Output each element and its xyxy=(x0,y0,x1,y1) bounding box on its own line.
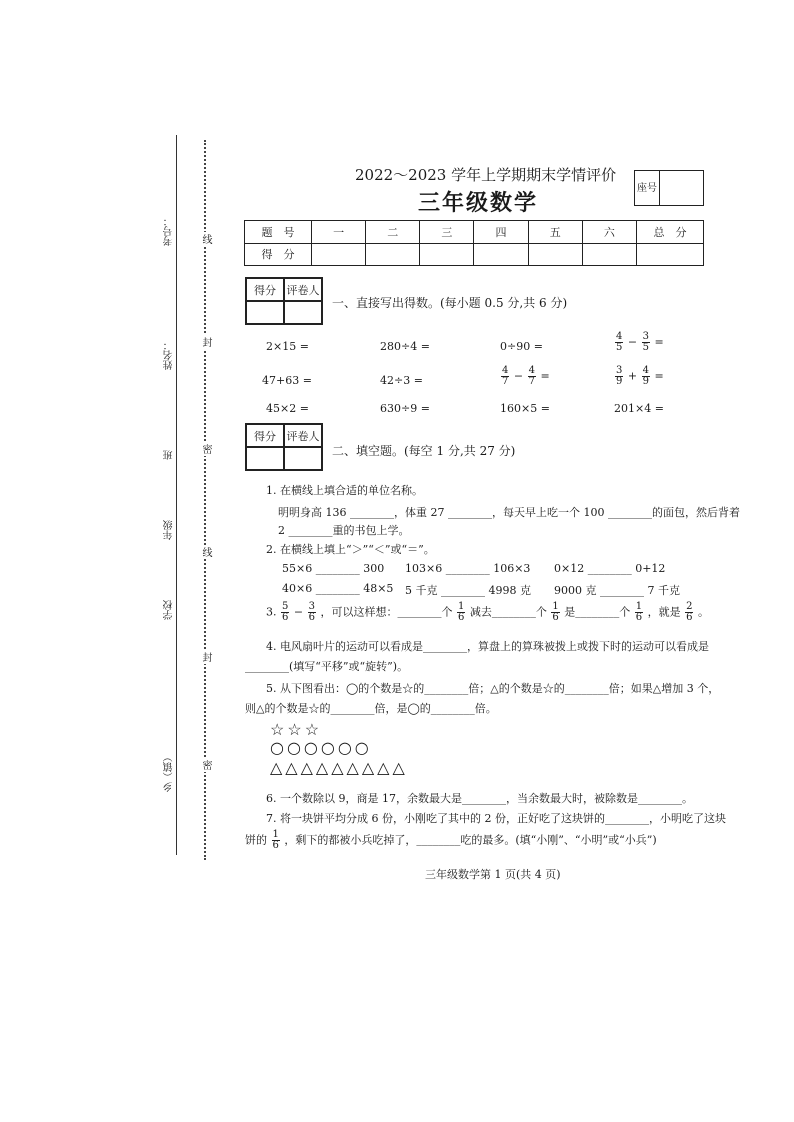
grader-score-field[interactable] xyxy=(246,447,284,470)
calc-item: 47+63 = xyxy=(262,374,312,387)
grader-score-field[interactable] xyxy=(246,301,284,324)
score-cell[interactable] xyxy=(312,243,366,266)
score-cell[interactable] xyxy=(474,243,528,266)
question-1-title: 1. 在横线上填合适的单位名称。 xyxy=(266,484,423,497)
cut-char: 封 xyxy=(200,337,211,347)
grader-box-1 xyxy=(245,277,323,325)
score-table xyxy=(244,220,704,266)
question-7-line-2: 饼的 $\frac{1}{6}$ ，剩下的都被小兵吃掉了，________吃的最多。(填“小刚”、“小明”或“小兵”) xyxy=(245,829,657,851)
calc-item: 201×4 = xyxy=(614,402,664,415)
seal-dashed-line xyxy=(204,140,206,860)
score-header: 六 xyxy=(582,221,636,244)
school-label: 学校 xyxy=(164,600,175,620)
score-cell[interactable] xyxy=(582,243,636,266)
score-cell[interactable] xyxy=(366,243,420,266)
question-5-line-1: 5. 从下图看出：◯的个数是☆的________倍；△的个数是☆的________倍；如果△增加 3 个， xyxy=(266,682,720,695)
calc-item: 280÷4 = xyxy=(380,340,430,353)
score-header: 五 xyxy=(528,221,582,244)
cut-char: 密 xyxy=(200,444,211,454)
calc-item: 630÷9 = xyxy=(380,402,430,415)
calc-fraction-item: $\frac{4}{7}$ − $\frac{4}{7}$ = xyxy=(502,365,550,387)
township-label: 乡（镇） xyxy=(164,752,175,792)
exam-title: 2022～2023 学年上学期期末学情评价 xyxy=(355,166,617,184)
score-row-label: 得 分 xyxy=(245,243,312,266)
circles-row: ○○○○○○ xyxy=(270,738,372,757)
section-2-heading: 二、填空题。(每空 1 分,共 27 分) xyxy=(332,444,516,458)
question-6: 6. 一个数除以 9，商是 17，余数最大是________，当余数最大时，被除数是________。 xyxy=(266,792,693,805)
question-4-line-2: ________(填写“平移”或“旋转”)。 xyxy=(245,660,409,673)
grader-box-2 xyxy=(245,423,323,471)
cut-char: 封 xyxy=(200,652,211,662)
question-5-line-2: 则△的个数是☆的________倍，是◯的________倍。 xyxy=(245,702,497,715)
name-label: 姓名： xyxy=(164,340,175,370)
triangles-row: △△△△△△△△△ xyxy=(270,758,408,777)
question-3: 3. $\frac{5}{6}$ − $\frac{3}{6}$ ，可以这样想：________个 $\frac{1}{6}$ 减去________个 $\frac{1}{6}$ 是________个 $\frac{1}{6}$ ，就是 $\frac{2}{6}$ 。 xyxy=(266,601,709,623)
score-header: 三 xyxy=(420,221,474,244)
section-1-heading: 一、直接写出得数。(每小题 0.5 分,共 6 分) xyxy=(332,296,568,310)
cut-char: 线 xyxy=(200,234,211,244)
score-cell[interactable] xyxy=(637,243,704,266)
calc-item: 2×15 = xyxy=(266,340,309,353)
question-4-line-1: 4. 电风扇叶片的运动可以看成是________，算盘上的算珠被拨上或拨下时的运动可以看成是 xyxy=(266,640,709,653)
grade-label: 年级 xyxy=(164,520,175,540)
exam-number-label: 考号： xyxy=(164,216,175,246)
calc-fraction-item: $\frac{3}{9}$ + $\frac{4}{9}$ = xyxy=(616,365,664,387)
seat-number-field[interactable] xyxy=(660,171,703,205)
question-2-title: 2. 在横线上填上“＞”“＜”或“＝”。 xyxy=(266,543,435,556)
class-label: 班 xyxy=(164,450,175,460)
subject-title: 三年级数学 xyxy=(418,190,539,216)
seat-number-label: 座号 xyxy=(635,171,660,205)
score-header: 二 xyxy=(366,221,420,244)
question-1-line-2: 2 ________重的书包上学。 xyxy=(278,524,410,537)
compare-item: 5 千克 ________ 4998 克 xyxy=(405,584,531,597)
compare-item: 40×6 ________ 48×5 xyxy=(282,582,394,595)
calc-fraction-item: $\frac{4}{5}$ − $\frac{3}{5}$ = xyxy=(616,331,664,353)
compare-item: 9000 克 ________ 7 千克 xyxy=(554,584,680,597)
grader-name-field[interactable] xyxy=(284,301,322,324)
grader-name-label: 评卷人 xyxy=(284,424,322,447)
score-header: 四 xyxy=(474,221,528,244)
question-1-line-1: 明明身高 136 ________，体重 27 ________，每天早上吃一个 100 ________的面包，然后背着 xyxy=(278,506,740,519)
grader-name-field[interactable] xyxy=(284,447,322,470)
grader-score-label: 得分 xyxy=(246,424,284,447)
compare-item: 55×6 ________ 300 xyxy=(282,562,385,575)
stars-row: ☆☆☆ xyxy=(270,720,323,739)
grader-name-label: 评卷人 xyxy=(284,278,322,301)
score-cell[interactable] xyxy=(528,243,582,266)
question-7-line-1: 7. 将一块饼平均分成 6 份，小刚吃了其中的 2 份，正好吃了这块饼的________，小明吃了这块 xyxy=(266,812,726,825)
score-header: 题 号 xyxy=(245,221,312,244)
calc-item: 160×5 = xyxy=(500,402,550,415)
calc-item: 42÷3 = xyxy=(380,374,423,387)
cut-char: 密 xyxy=(200,760,211,770)
seat-number-box xyxy=(634,170,704,206)
page-footer: 三年级数学第 1 页(共 4 页) xyxy=(425,868,561,881)
cut-char: 线 xyxy=(200,547,211,557)
grader-score-label: 得分 xyxy=(246,278,284,301)
score-header: 总 分 xyxy=(637,221,704,244)
compare-item: 0×12 ________ 0+12 xyxy=(554,562,666,575)
compare-item: 103×6 ________ 106×3 xyxy=(405,562,531,575)
calc-item: 45×2 = xyxy=(266,402,309,415)
calc-item: 0÷90 = xyxy=(500,340,543,353)
score-cell[interactable] xyxy=(420,243,474,266)
score-header: 一 xyxy=(312,221,366,244)
